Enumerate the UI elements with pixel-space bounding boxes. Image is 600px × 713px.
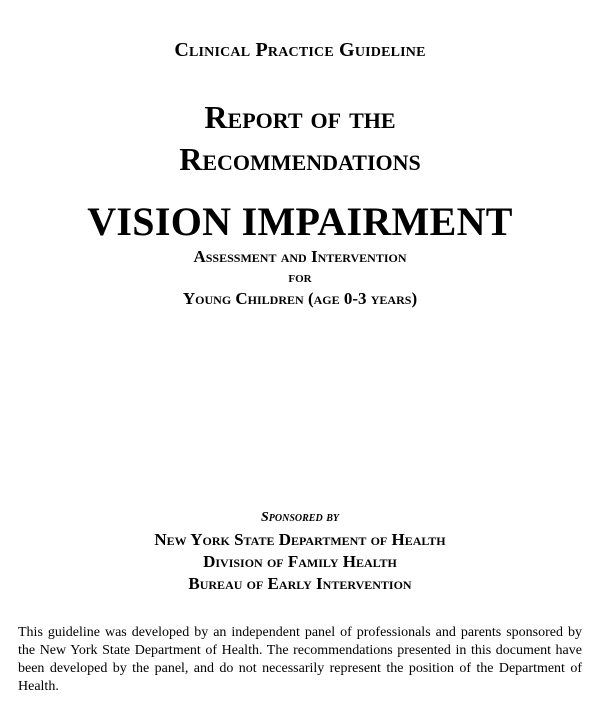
subtitle-line3: Young Children (age 0-3 years) [182, 289, 418, 308]
report-title-line2: Recommendations [179, 141, 421, 177]
subtitle-line2: for [288, 270, 312, 286]
sponsored-by-label: Sponsored by [261, 510, 339, 525]
sponsor-line2: Division of Family Health [203, 552, 397, 571]
sponsor-line3: Bureau of Early Intervention [188, 574, 412, 593]
main-title: VISION IMPAIRMENT [87, 199, 513, 244]
guideline-type-heading: Clinical Practice Guideline [174, 39, 426, 61]
report-title-line1: Report of the [204, 99, 396, 135]
sponsor-line1: New York State Department of Health [154, 530, 446, 549]
subtitle-line1: Assessment and Intervention [193, 247, 407, 266]
disclaimer-paragraph: This guideline was developed by an independent panel of professionals and parents sponsored by the New York State Department of Health. The recommendations presented in this document have been developed by the panel, and do not necessarily represent the position of the Department of Health. [18, 625, 582, 694]
